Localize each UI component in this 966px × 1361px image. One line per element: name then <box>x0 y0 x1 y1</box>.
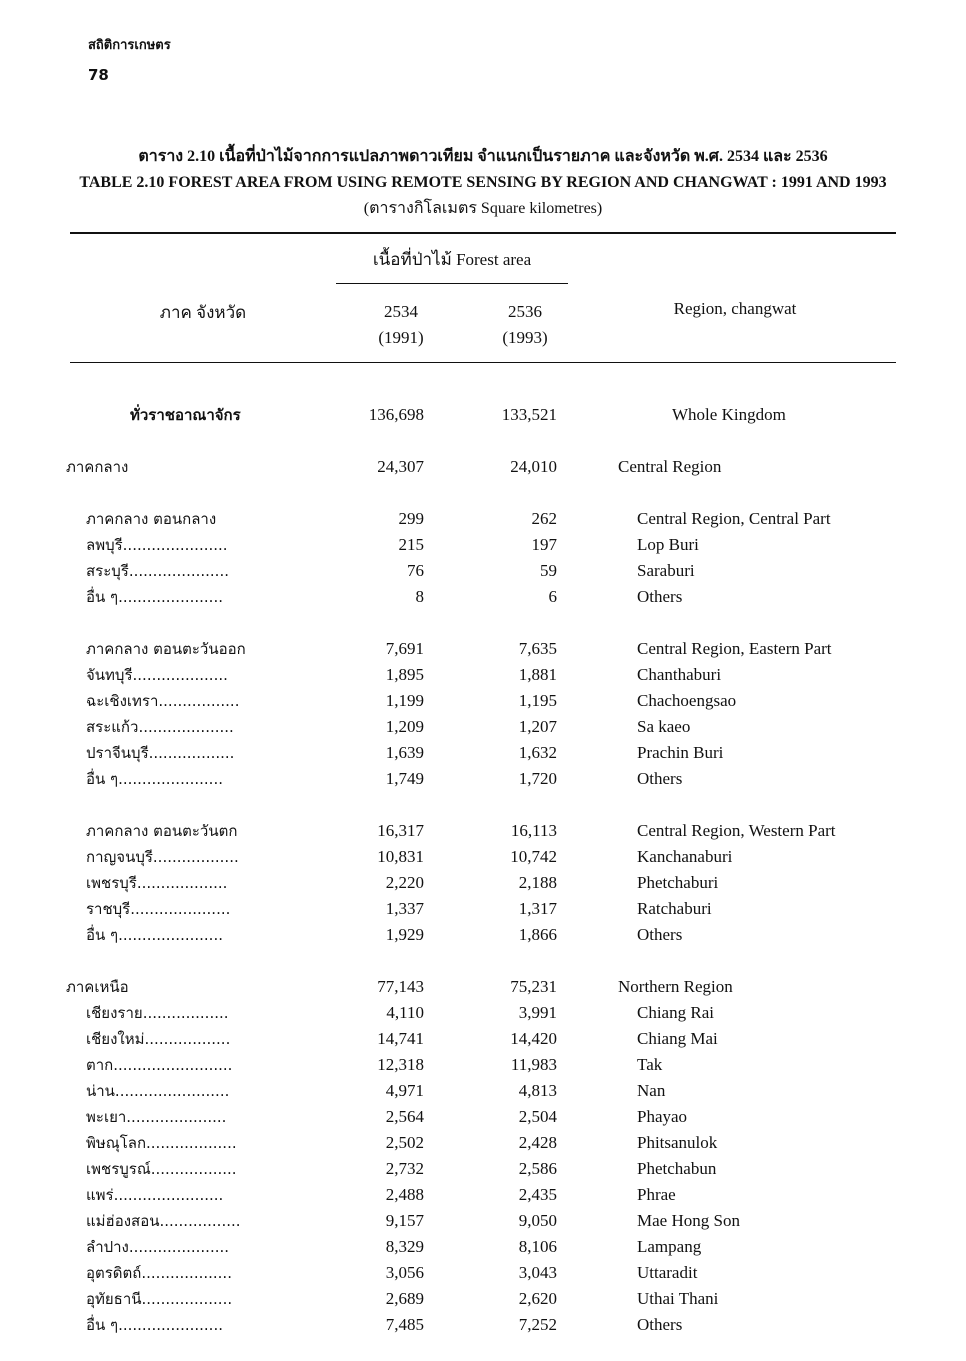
row-value-1991: 10,831 <box>377 847 424 866</box>
row-value-1991: 7,691 <box>385 639 424 658</box>
row-english-name: Uttaradit <box>637 1263 698 1282</box>
row-thai-name: เพชรบูรณ์.................. <box>86 1160 237 1178</box>
row-english-name: Chiang Mai <box>637 1029 718 1048</box>
row-value-1993: 2,188 <box>518 873 557 892</box>
table-row <box>0 896 966 922</box>
row-value-1993: 1,866 <box>518 925 557 944</box>
row-value-1991: 8,329 <box>385 1237 424 1256</box>
row-value-1991: 76 <box>407 561 424 580</box>
table-row <box>0 636 966 662</box>
row-value-1991: 2,488 <box>385 1185 424 1204</box>
row-english-name: Tak <box>637 1055 663 1074</box>
header-region-thai: ภาค จังหวัด <box>159 303 247 322</box>
row-value-1993: 133,521 <box>501 405 557 424</box>
row-english-name: Chachoengsao <box>637 691 737 710</box>
row-thai-name: อื่น ๆ...................... <box>86 1316 223 1334</box>
row-english-name: Central Region, Western Part <box>637 821 836 840</box>
row-value-1993: 75,231 <box>510 977 557 996</box>
row-value-1991: 1,929 <box>385 925 424 944</box>
row-thai-name: เชียงใหม่.................. <box>86 1030 231 1048</box>
row-value-1993: 197 <box>531 535 557 554</box>
row-value-1991: 24,307 <box>377 457 424 476</box>
row-value-1991: 215 <box>398 535 424 554</box>
row-value-1991: 2,689 <box>385 1289 424 1308</box>
row-thai-name: ลำปาง..................... <box>86 1238 230 1256</box>
row-english-name: Uthai Thani <box>637 1289 719 1308</box>
row-english-name: Phetchaburi <box>637 873 719 892</box>
row-value-1991: 12,318 <box>377 1055 424 1074</box>
row-english-name: Phitsanulok <box>637 1133 718 1152</box>
row-thai-name: ลพบุรี...................... <box>86 536 228 554</box>
row-english-name: Lop Buri <box>637 535 699 554</box>
table-row <box>0 1156 966 1182</box>
table-row <box>0 1182 966 1208</box>
header-forest-area: เนื้อที่ป่าไม้ Forest area <box>372 250 532 269</box>
row-value-1991: 2,564 <box>385 1107 424 1126</box>
row-english-name: Phrae <box>637 1185 676 1204</box>
caption-english: TABLE 2.10 FOREST AREA FROM USING REMOTE SENSING BY REGION AND CHANGWAT : 1991 AND 1993 <box>79 174 887 191</box>
row-value-1993: 2,586 <box>518 1159 557 1178</box>
row-value-1991: 2,502 <box>385 1133 424 1152</box>
table-row <box>0 922 966 948</box>
row-value-1991: 1,209 <box>385 717 424 736</box>
row-thai-name: เชียงราย.................. <box>86 1004 229 1022</box>
table-row <box>0 1260 966 1286</box>
table-row <box>0 584 966 610</box>
row-thai-name: น่าน........................ <box>86 1082 230 1100</box>
row-value-1993: 1,317 <box>518 899 557 918</box>
row-thai-name: พะเยา..................... <box>86 1108 227 1126</box>
table-row <box>0 1000 966 1026</box>
table-row <box>0 662 966 688</box>
row-value-1993: 10,742 <box>510 847 557 866</box>
row-thai-name: ราชบุรี..................... <box>86 900 231 918</box>
row-english-name: Ratchaburi <box>637 899 712 918</box>
row-value-1993: 16,113 <box>510 821 557 840</box>
row-thai-name: ปราจีนบุรี.................. <box>86 744 235 762</box>
row-english-name: Others <box>637 769 683 788</box>
row-thai-name: ฉะเชิงเทรา................. <box>86 692 240 710</box>
row-value-1991: 1,199 <box>385 691 424 710</box>
header-bottom-rule <box>70 362 896 363</box>
page-number: 78 <box>88 66 109 84</box>
row-value-1991: 136,698 <box>368 405 424 424</box>
publication-title: สถิติการเกษตร <box>88 38 171 53</box>
row-thai-name: แพร่....................... <box>86 1186 224 1204</box>
row-value-1993: 11,983 <box>510 1055 557 1074</box>
row-thai-name: ภาคกลาง ตอนตะวันออก <box>86 640 246 658</box>
table-row <box>0 1052 966 1078</box>
row-value-1993: 262 <box>531 509 557 528</box>
header-region-english: Region, changwat <box>673 299 797 318</box>
table-row <box>0 1312 966 1338</box>
row-english-name: Others <box>637 925 683 944</box>
table-row <box>0 506 966 532</box>
row-english-name: Lampang <box>637 1237 702 1256</box>
caption-thai: ตาราง 2.10 เนื้อที่ป่าไม้จากการแปลภาพดาวเทียม จำแนกเป็นรายภาค และจังหวัด พ.ศ. 2534 และ 2536 <box>138 148 828 165</box>
caption-unit: (ตารางกิโลเมตร Square kilometres) <box>363 200 603 217</box>
row-value-1991: 1,639 <box>385 743 424 762</box>
row-english-name: Phetchabun <box>637 1159 717 1178</box>
row-english-name: Saraburi <box>637 561 695 580</box>
table-row <box>0 454 966 480</box>
row-english-name: Central Region, Central Part <box>637 509 831 528</box>
header-year-be-2536: 2536 <box>508 302 542 321</box>
table-row <box>0 1234 966 1260</box>
header-year-ad-1993: (1993) <box>502 328 548 347</box>
row-value-1993: 1,881 <box>518 665 557 684</box>
row-english-name: Mae Hong Son <box>637 1211 740 1230</box>
row-value-1993: 1,207 <box>518 717 557 736</box>
row-value-1993: 2,504 <box>518 1107 557 1126</box>
row-value-1993: 7,635 <box>518 639 557 658</box>
row-thai-name: เพชรบุรี................... <box>86 874 228 892</box>
row-thai-name: กาญจนบุรี.................. <box>86 848 239 866</box>
row-english-name: Others <box>637 587 683 606</box>
row-value-1991: 14,741 <box>377 1029 424 1048</box>
table-row <box>0 1078 966 1104</box>
row-value-1991: 9,157 <box>385 1211 424 1230</box>
row-value-1991: 16,317 <box>377 821 424 840</box>
row-value-1993: 2,428 <box>518 1133 557 1152</box>
row-thai-name: ภาคเหนือ <box>66 978 129 996</box>
row-thai-name: พิษณุโลก................... <box>86 1134 237 1152</box>
table-row <box>0 402 966 428</box>
row-value-1991: 2,732 <box>385 1159 424 1178</box>
row-value-1993: 9,050 <box>518 1211 557 1230</box>
row-thai-name: ภาคกลาง ตอนตะวันตก <box>86 822 238 840</box>
row-english-name: Chiang Rai <box>637 1003 714 1022</box>
header-year-ad-1991: (1991) <box>378 328 424 347</box>
row-value-1993: 14,420 <box>510 1029 557 1048</box>
row-value-1991: 1,749 <box>385 769 424 788</box>
table-row <box>0 740 966 766</box>
row-english-name: Nan <box>637 1081 666 1100</box>
row-english-name: Phayao <box>637 1107 688 1126</box>
forest-area-underline <box>336 283 568 284</box>
row-thai-name: อื่น ๆ...................... <box>86 588 223 606</box>
row-thai-name: แม่ฮ่องสอน................. <box>86 1212 241 1230</box>
row-value-1993: 24,010 <box>510 457 557 476</box>
row-english-name: Central Region <box>618 457 722 476</box>
row-value-1993: 1,720 <box>518 769 557 788</box>
row-value-1993: 59 <box>540 561 557 580</box>
row-thai-name: ตาก......................... <box>86 1056 233 1074</box>
row-value-1991: 4,971 <box>385 1081 424 1100</box>
row-thai-name: อุทัยธานี................... <box>86 1290 233 1308</box>
row-english-name: Sa kaeo <box>637 717 691 736</box>
row-thai-name: อื่น ๆ...................... <box>86 926 223 944</box>
table-row <box>0 870 966 896</box>
table-row <box>0 766 966 792</box>
row-value-1993: 3,991 <box>518 1003 557 1022</box>
row-value-1993: 8,106 <box>518 1237 557 1256</box>
row-value-1991: 3,056 <box>385 1263 424 1282</box>
table-row <box>0 1104 966 1130</box>
row-thai-name: ภาคกลาง ตอนกลาง <box>86 510 217 528</box>
row-value-1993: 1,195 <box>518 691 557 710</box>
row-value-1993: 1,632 <box>518 743 557 762</box>
row-value-1993: 2,435 <box>518 1185 557 1204</box>
header-year-1991 <box>356 299 446 351</box>
row-thai-name: อื่น ๆ...................... <box>86 770 223 788</box>
table-top-rule <box>70 232 896 234</box>
table-caption <box>0 144 966 222</box>
table-row <box>0 974 966 1000</box>
table-row <box>0 558 966 584</box>
row-english-name: Chanthaburi <box>637 665 722 684</box>
row-value-1993: 6 <box>548 587 557 606</box>
row-english-name: Prachin Buri <box>637 743 724 762</box>
row-value-1991: 299 <box>398 509 424 528</box>
row-thai-name: อุตรดิตถ์................... <box>86 1264 232 1282</box>
row-value-1991: 7,485 <box>385 1315 424 1334</box>
table-row <box>0 1286 966 1312</box>
row-english-name: Others <box>637 1315 683 1334</box>
row-value-1991: 1,337 <box>385 899 424 918</box>
row-value-1993: 7,252 <box>518 1315 557 1334</box>
table-row <box>0 1208 966 1234</box>
row-value-1993: 2,620 <box>518 1289 557 1308</box>
row-thai-name: ภาคกลาง <box>66 458 129 476</box>
row-english-name: Northern Region <box>618 977 733 996</box>
row-value-1991: 1,895 <box>385 665 424 684</box>
table-row <box>0 1026 966 1052</box>
table-row <box>0 844 966 870</box>
row-english-name: Kanchanaburi <box>637 847 733 866</box>
row-english-name: Central Region, Eastern Part <box>637 639 832 658</box>
row-value-1991: 4,110 <box>386 1003 424 1022</box>
table-row <box>0 532 966 558</box>
header-year-1993 <box>480 299 570 351</box>
row-thai-name: ทั่วราชอาณาจักร <box>130 406 241 424</box>
table-row <box>0 714 966 740</box>
row-value-1991: 8 <box>415 587 424 606</box>
table-row <box>0 818 966 844</box>
table-row <box>0 688 966 714</box>
header-year-be-2534: 2534 <box>384 302 418 321</box>
row-thai-name: จันทบุรี.................... <box>86 666 228 684</box>
row-thai-name: สระแก้ว.................... <box>86 718 234 736</box>
row-english-name: Whole Kingdom <box>672 405 786 424</box>
row-value-1993: 4,813 <box>518 1081 557 1100</box>
row-value-1991: 77,143 <box>377 977 424 996</box>
row-thai-name: สระบุรี..................... <box>86 562 229 580</box>
table-row <box>0 1130 966 1156</box>
row-value-1993: 3,043 <box>518 1263 557 1282</box>
row-value-1991: 2,220 <box>385 873 424 892</box>
